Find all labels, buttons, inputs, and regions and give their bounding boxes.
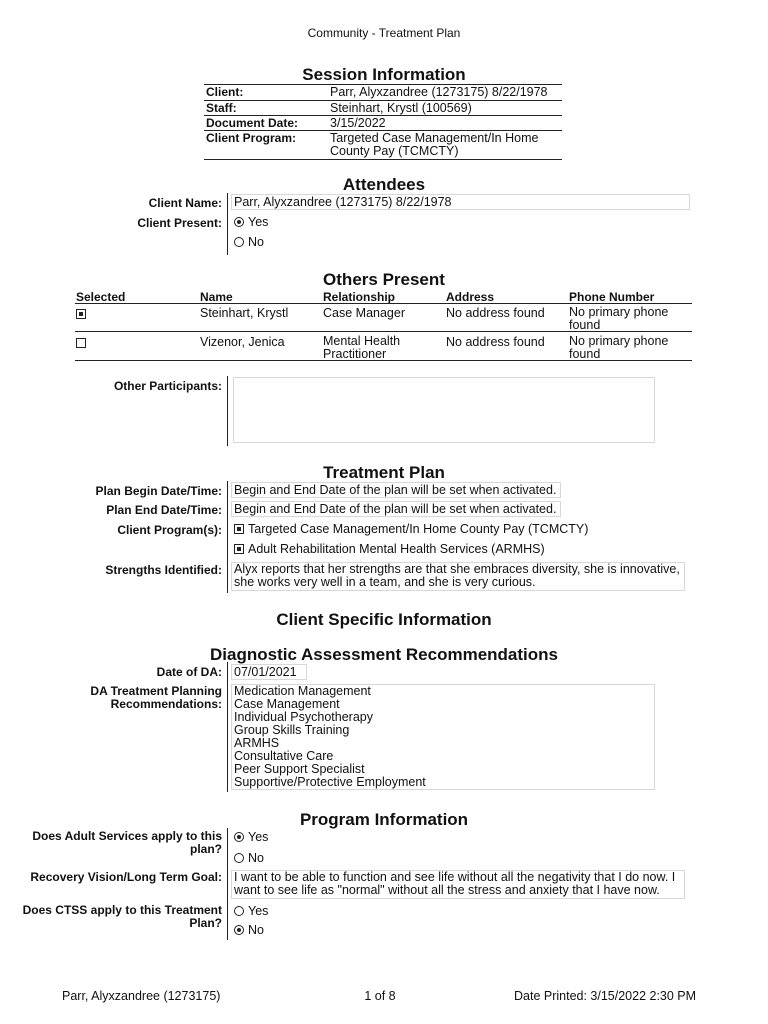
session-staff-label: Staff: [206, 101, 237, 115]
radio-selected-icon [234, 925, 244, 935]
row2-select-checkbox[interactable] [76, 336, 90, 350]
plan-begin-field[interactable]: Begin and End Date of the plan will be set when activated. [231, 482, 561, 498]
recommendation-item: Consultative Care [234, 749, 334, 763]
da-date-field[interactable]: 07/01/2021 [231, 664, 307, 680]
client-name-field[interactable]: Parr, Alyxzandree (1273175) 8/22/1978 [231, 194, 690, 210]
row2-name: Vizenor, Jenica [200, 335, 285, 349]
row1-select-checkbox[interactable] [76, 307, 90, 321]
strengths-label: Strengths Identified: [105, 563, 222, 577]
attendees-heading: Attendees [342, 175, 426, 194]
session-client-label: Client: [206, 85, 244, 99]
recommendation-item: Case Management [234, 697, 340, 711]
plan-end-field[interactable]: Begin and End Date of the plan will be set when activated. [231, 501, 561, 517]
col-relationship: Relationship [323, 290, 396, 304]
col-name: Name [200, 290, 233, 304]
session-client-value: Parr, Alyxzandree (1273175) 8/22/1978 [330, 85, 548, 99]
row2-address: No address found [446, 335, 545, 349]
adult-services-no[interactable]: No [234, 851, 264, 865]
document-title: Community - Treatment Plan [307, 26, 461, 40]
adult-services-label: Does Adult Services apply to this plan? [32, 829, 222, 856]
program-info-heading: Program Information [299, 810, 469, 829]
others-heading: Others Present [323, 270, 445, 289]
radio-empty-icon [234, 853, 244, 863]
radio-empty-icon [234, 237, 244, 247]
other-participants-label: Other Participants: [113, 379, 222, 393]
recommendation-item: ARMHS [234, 736, 280, 750]
row1-phone: No primary phone found [569, 305, 669, 332]
radio-selected-icon [234, 832, 244, 842]
checkbox-empty-icon [76, 338, 86, 348]
session-heading: Session Information [302, 65, 466, 84]
recommendation-item: Individual Psychotherapy [234, 710, 373, 724]
plan-end-label: Plan End Date/Time: [106, 503, 222, 517]
client-present-no[interactable]: No [234, 235, 264, 249]
client-present-label: Client Present: [137, 216, 222, 230]
ctss-yes[interactable]: Yes [234, 904, 268, 918]
ctss-label: Does CTSS apply to this Treatment Plan? [22, 903, 222, 930]
recovery-vision-field[interactable]: I want to be able to function and see life without all the negativity that I do now. I want to see life as "normal" without all the stress and anxiety that I have now. [231, 870, 685, 899]
radio-selected-icon [234, 217, 244, 227]
client-name-label: Client Name: [148, 196, 222, 210]
program-tcmcty[interactable]: Targeted Case Management/In Home County Pay (TCMCTY) [234, 522, 588, 536]
plan-begin-label: Plan Begin Date/Time: [95, 484, 222, 498]
session-date-label: Document Date: [206, 116, 299, 130]
row2-phone: No primary phone found [569, 334, 669, 361]
session-program-value: Targeted Case Management/In Home County Pay (TCMCTY) [330, 131, 539, 158]
da-heading: Diagnostic Assessment Recommendations [210, 645, 558, 664]
session-program-label: Client Program: [206, 131, 297, 145]
checkbox-checked-icon [234, 544, 244, 554]
recommendation-item: Group Skills Training [234, 723, 350, 737]
checkbox-checked-icon [234, 524, 244, 534]
radio-empty-icon [234, 906, 244, 916]
footer-date-printed: Date Printed: 3/15/2022 2:30 PM [514, 989, 697, 1003]
da-date-label: Date of DA: [156, 665, 222, 679]
program-armhs[interactable]: Adult Rehabilitation Mental Health Services (ARMHS) [234, 542, 545, 556]
other-participants-field[interactable] [233, 377, 655, 443]
row2-relationship: Mental Health Practitioner [323, 334, 401, 361]
session-date-value: 3/15/2022 [330, 116, 386, 130]
col-phone: Phone Number [569, 290, 655, 304]
client-programs-label: Client Program(s): [117, 523, 222, 537]
checkbox-checked-icon [76, 309, 86, 319]
row1-name: Steinhart, Krystl [200, 306, 289, 320]
recommendation-item: Supportive/Protective Employment [234, 775, 426, 789]
recommendation-item: Medication Management [234, 684, 371, 698]
strengths-field[interactable]: Alyx reports that her strengths are that she embraces diversity, she is innovative, she works very well in a team, and she is very curious. [231, 562, 685, 591]
recovery-vision-label: Recovery Vision/Long Term Goal: [30, 870, 222, 884]
footer-page-number: 1 of 8 [364, 989, 396, 1003]
adult-services-yes[interactable]: Yes [234, 830, 268, 844]
col-selected: Selected [76, 290, 126, 304]
da-recommendations-field[interactable] [231, 684, 655, 790]
treatment-plan-heading: Treatment Plan [323, 463, 445, 482]
session-staff-value: Steinhart, Krystl (100569) [330, 101, 472, 115]
client-specific-heading: Client Specific Information [276, 610, 492, 629]
row1-relationship: Case Manager [323, 306, 405, 320]
col-address: Address [446, 290, 495, 304]
da-recommendations-label: DA Treatment Planning Recommendations: [90, 684, 222, 711]
recommendation-item: Peer Support Specialist [234, 762, 365, 776]
footer-client: Parr, Alyxzandree (1273175) [62, 989, 221, 1003]
client-present-yes[interactable]: Yes [234, 215, 268, 229]
ctss-no[interactable]: No [234, 923, 264, 937]
row1-address: No address found [446, 306, 545, 320]
